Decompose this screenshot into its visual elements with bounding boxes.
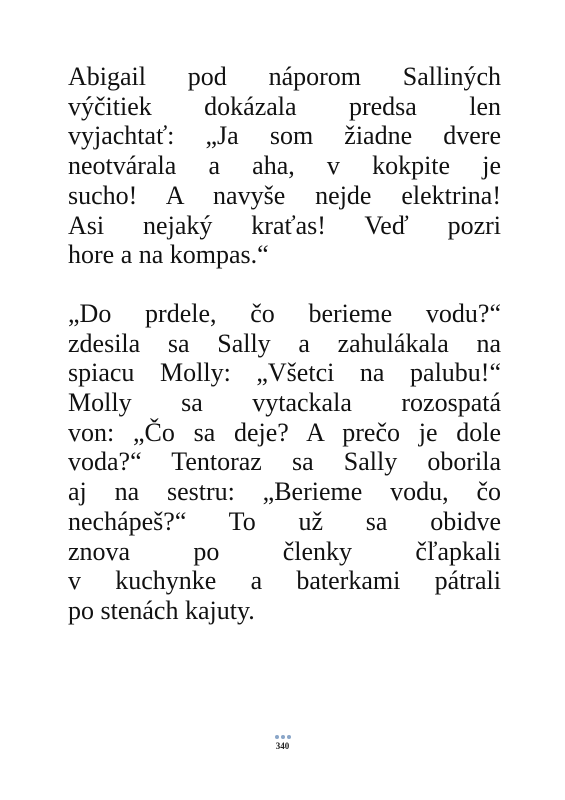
paragraph-1 [68,62,501,270]
dot [281,735,285,739]
paragraph-spacer [68,270,501,299]
text-line: „Do prdele, čo berieme vodu?“ [68,298,501,328]
paragraph-2 [68,299,501,626]
text-line: hore a na kompas.“ [68,240,269,270]
text-line: aj na sestru: „Berieme vodu, čo [68,477,501,507]
text-line: sucho! A navyše nejde elektrina! [68,180,501,210]
dot [275,735,279,739]
text-line: znova po členky čľapkali [68,536,501,566]
text-line: nechápeš?“ To už sa obidve [68,506,501,536]
text-line: v kuchynke a baterkami pátrali [68,566,501,596]
text-line: Abigail pod náporom Salliných [68,62,501,91]
text-line: von: „Čo sa deje? A prečo je dole [68,417,501,447]
text-line: po stenách kajuty. [68,595,255,625]
text-line: neotvárala a aha, v kokpite je [68,151,501,181]
text-line: spiacu Molly: „Všetci na palubu!“ [68,358,501,388]
dots-ornament-icon [0,733,565,741]
text-line: Asi nejaký kraťas! Veď pozri [68,210,501,240]
page-footer [0,733,565,751]
page-body [68,62,501,626]
page-number: 340 [275,741,290,751]
dot [287,735,291,739]
text-line: Molly sa vytackala rozospatá [68,388,501,418]
text-line: voda?“ Tentoraz sa Sally oborila [68,447,501,477]
text-line: zdesila sa Sally a zahulákala na [68,328,501,358]
text-line: výčitiek dokázala predsa len [68,91,501,121]
text-line: vyjachtať: „Ja som žiadne dvere [68,121,501,151]
